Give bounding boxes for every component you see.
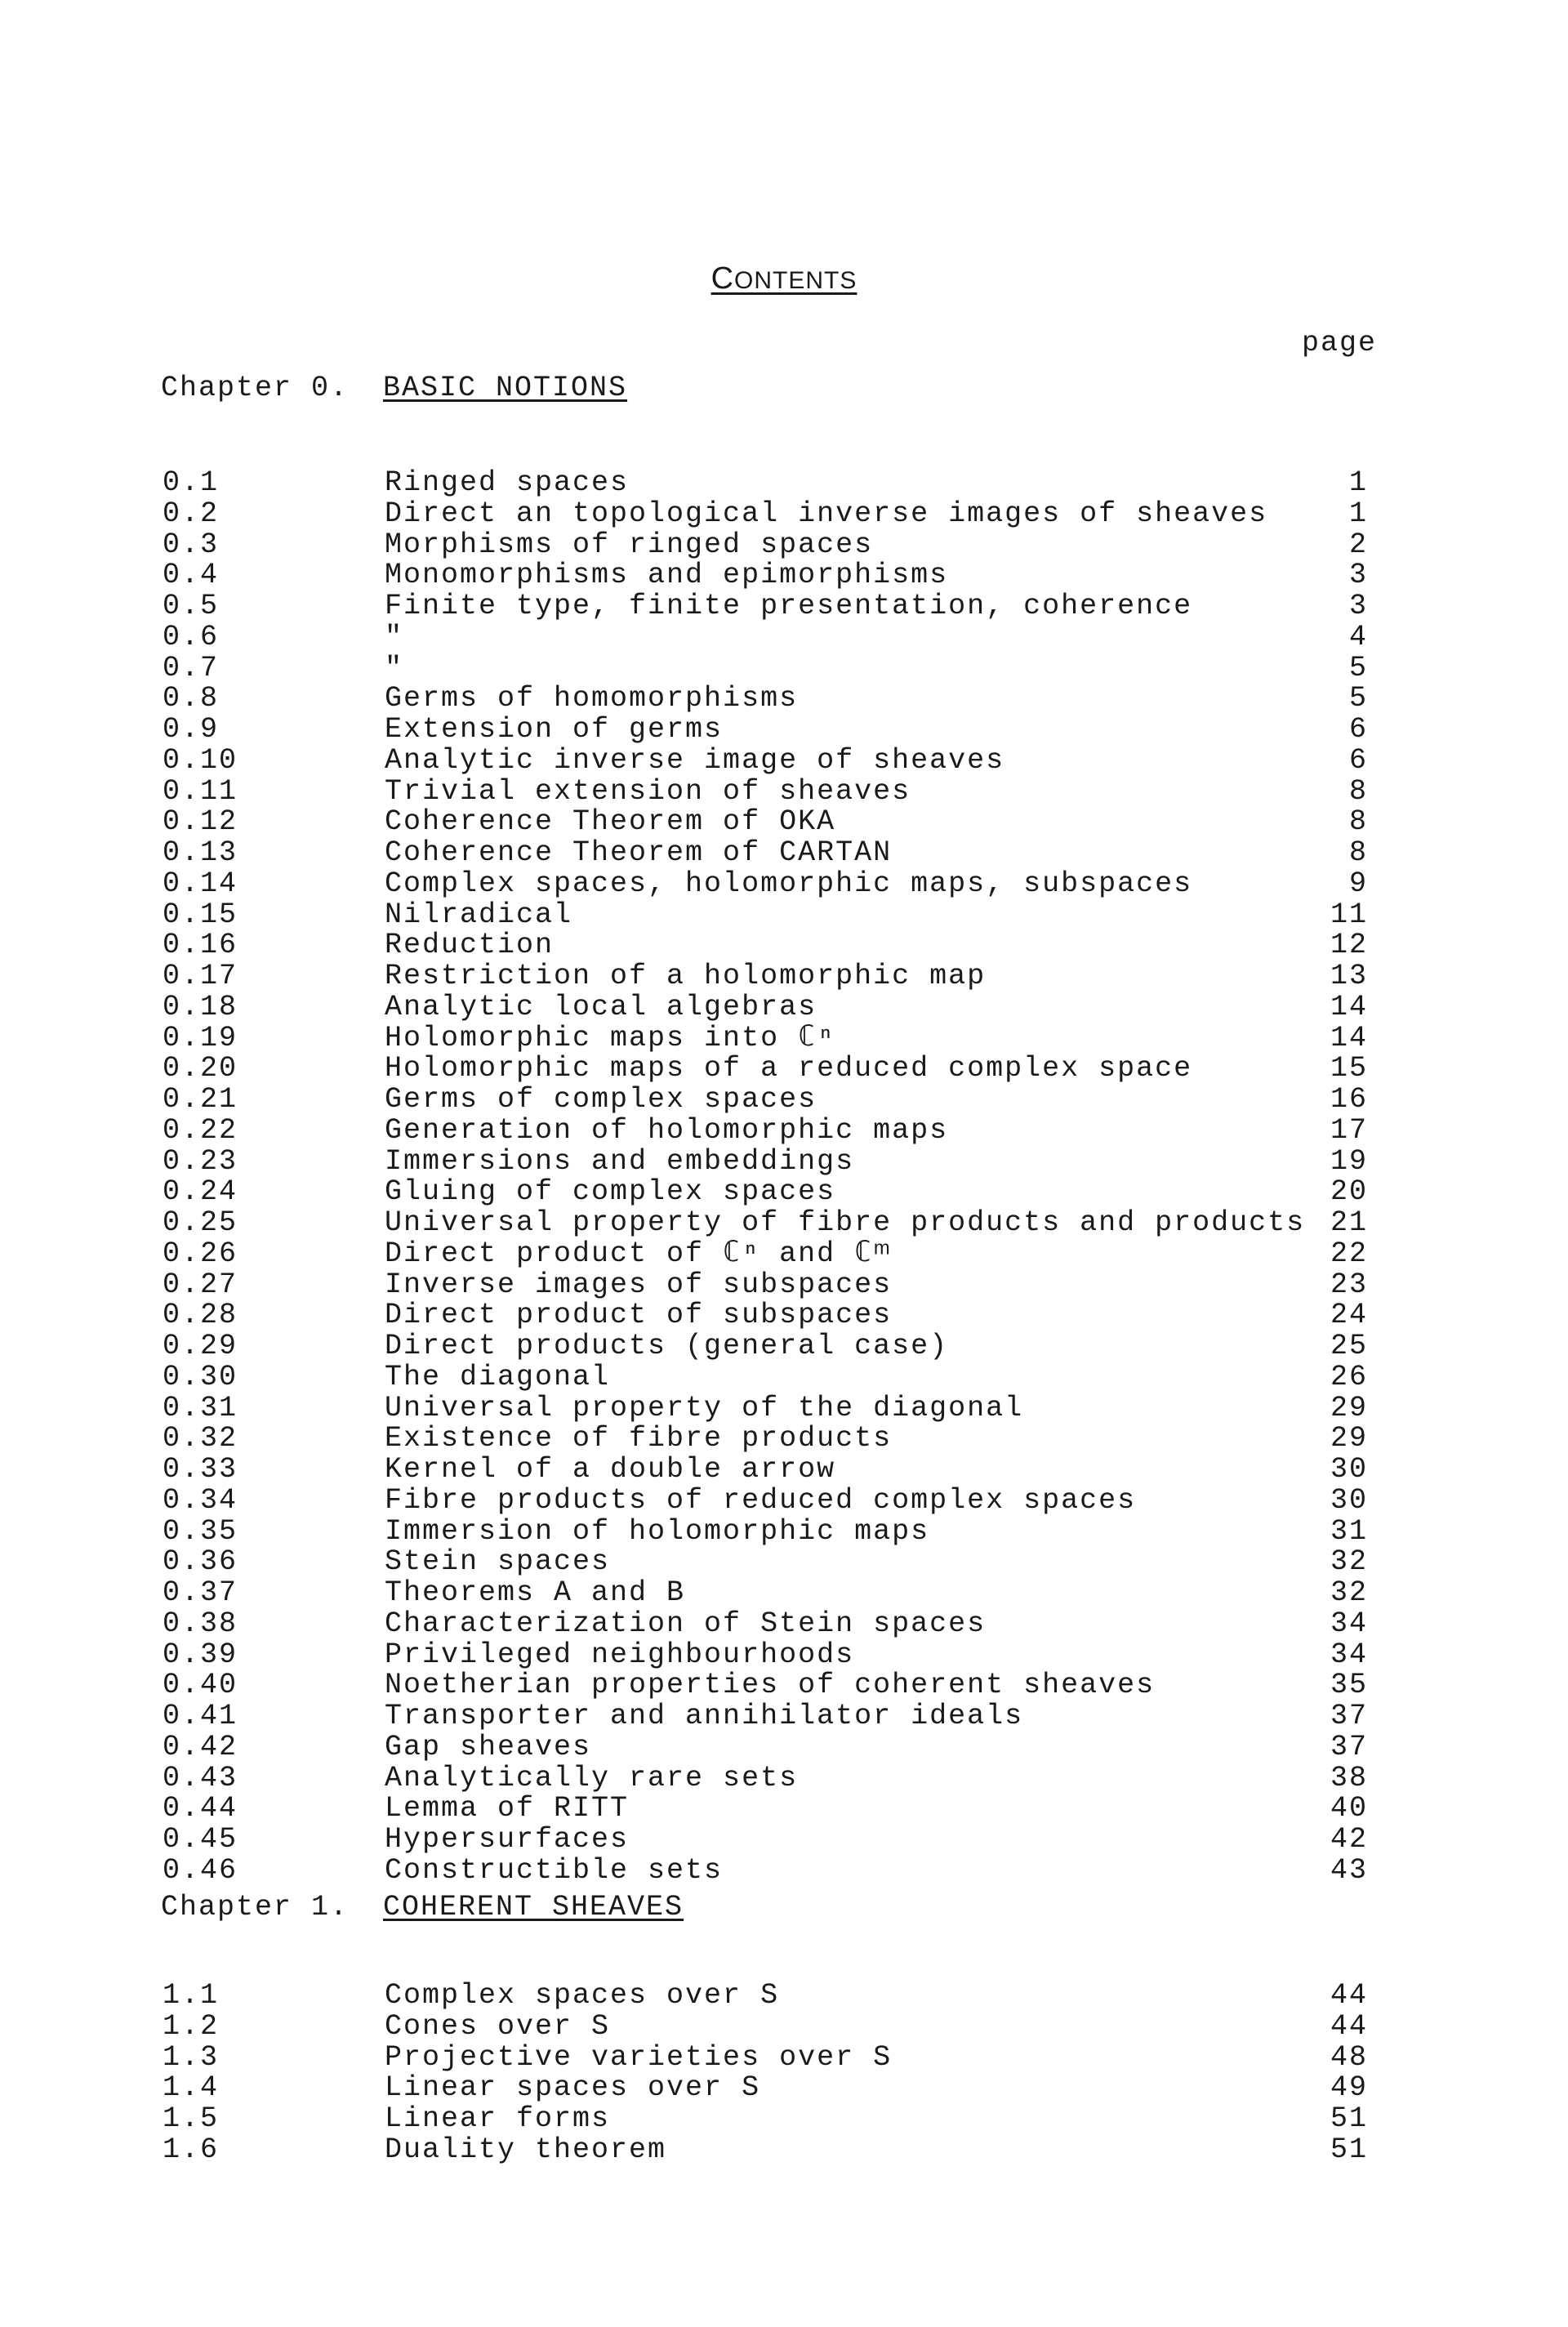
page-number: 29 [1330,1422,1368,1455]
section-number: 1.6 [163,2133,220,2166]
page-number: 20 [1330,1175,1368,1209]
section-number: 0.15 [163,898,238,931]
section-title: Theorems A and B [385,1576,686,1609]
section-title: Gluing of complex spaces [385,1175,836,1209]
toc-entry [0,743,1568,777]
section-number: 0.37 [163,1576,238,1609]
toc-entry [0,684,1568,715]
chapter-title: BASIC NOTIONS [383,372,628,404]
toc-entry [0,1393,1568,1424]
section-title: Noetherian properties of coherent sheaves [385,1669,1156,1702]
section-title: Linear spaces over S [385,2071,761,2105]
toc-entry [0,591,1568,622]
page-number: 2 [1348,528,1368,561]
toc-entry [0,530,1568,561]
toc-entry [0,1300,1568,1331]
page-number: 38 [1330,1761,1368,1794]
section-title: Analytic inverse image of sheaves [385,743,1005,777]
page-number: 37 [1330,1700,1368,1732]
section-number: 0.46 [163,1853,238,1887]
page-title [0,261,1568,296]
page-number: 43 [1330,1853,1368,1887]
page-number: 4 [1348,620,1368,653]
toc-entry [0,1825,1568,1856]
section-title: Linear forms [385,2102,611,2135]
section-number: 0.42 [163,1730,238,1763]
toc-entry [0,1981,1568,2012]
section-number: 0.22 [163,1113,238,1147]
section-title: Kernel of a double arrow [385,1453,836,1486]
page-number: 32 [1330,1545,1368,1579]
section-title: Reduction [385,929,555,962]
section-number: 0.34 [163,1483,238,1517]
section-title: Finite type, finite presentation, coherence [385,590,1193,622]
section-number: 1.1 [163,1979,220,2012]
page-number: 29 [1330,1391,1368,1424]
section-number: 0.3 [163,528,220,561]
section-title: Privileged neighbourhoods [385,1638,855,1671]
section-number: 0.43 [163,1761,238,1794]
toc-entry [0,1547,1568,1578]
section-title: Fibre products of reduced complex spaces [385,1483,1137,1517]
page-number: 21 [1330,1206,1368,1239]
toc-entry [0,1853,1568,1887]
page-number: 8 [1348,774,1368,808]
section-title: Germs of complex spaces [385,1083,817,1116]
page-number: 40 [1330,1792,1368,1825]
toc-entry [0,1514,1568,1548]
section-number: 0.1 [163,466,220,499]
chapter-1-section [0,1891,1568,2166]
section-title: Projective varieties over S [385,2040,893,2074]
section-title: Direct product of subspaces [385,1299,893,1332]
toc-entry [0,499,1568,530]
toc-entry [0,900,1568,931]
page-number: 8 [1348,805,1368,839]
page-number: 17 [1330,1113,1368,1147]
section-title: Lemma of RITT [385,1792,630,1825]
section-number: 0.30 [163,1360,238,1393]
chapter-label: Chapter 1. [161,1891,350,1924]
section-title: Characterization of Stein spaces [385,1607,987,1640]
section-title: Nilradical [385,898,573,931]
page-number: 22 [1330,1237,1368,1270]
chapter-title: COHERENT SHEAVES [383,1891,684,1924]
section-title: Complex spaces over S [385,1979,780,2012]
section-number: 0.16 [163,929,238,962]
section-number: 0.9 [163,713,220,746]
section-number: 0.19 [163,1021,238,1054]
section-number: 0.25 [163,1206,238,1239]
section-title: " [385,620,404,653]
section-title: Universal property of the diagonal [385,1391,1024,1424]
section-title: Hypersurfaces [385,1823,630,1856]
chapter-heading [0,1891,1568,1936]
chapter-label: Chapter 0. [161,372,350,404]
toc-entry [0,468,1568,499]
toc-entry [0,1239,1568,1270]
section-number: 0.39 [163,1638,238,1671]
toc-entry [0,1054,1568,1085]
section-title: Immersions and embeddings [385,1144,855,1178]
section-title: Existence of fibre products [385,1422,893,1455]
toc-entry [0,2040,1568,2074]
section-number: 0.20 [163,1052,238,1085]
section-number: 0.28 [163,1299,238,1332]
chapter-0-entries [0,468,1568,1887]
toc-entry [0,774,1568,808]
section-number: 0.45 [163,1823,238,1856]
page-number: 30 [1330,1453,1368,1486]
section-title: Duality theorem [385,2133,667,2166]
section-title: Stein spaces [385,1545,611,1579]
toc-entry [0,1362,1568,1393]
title-initial: C [710,261,735,296]
toc-entry [0,653,1568,684]
section-title: Coherence Theorem of OKA [385,805,836,839]
section-title: Universal property of fibre products and products [385,1206,1306,1239]
section-number: 1.5 [163,2102,220,2135]
section-number: 0.8 [163,682,220,715]
toc-entry [0,1455,1568,1486]
section-title: Ringed spaces [385,466,630,499]
section-number: 0.32 [163,1422,238,1455]
page-number: 49 [1330,2071,1368,2105]
toc-entry [0,2104,1568,2135]
toc-entry [0,1670,1568,1701]
page-number: 11 [1330,898,1368,931]
toc-entry [0,869,1568,900]
page-number: 5 [1348,682,1368,715]
section-title: Germs of homomorphisms [385,682,799,715]
section-title: Transporter and annihilator ideals [385,1700,1024,1732]
page-number: 24 [1330,1299,1368,1332]
toc-entry [0,838,1568,869]
page-number: 3 [1348,559,1368,592]
toc-entry [0,1208,1568,1239]
title-rest: ONTENTS [734,267,858,294]
section-number: 0.18 [163,990,238,1023]
toc-entry [0,1270,1568,1301]
page-number: 8 [1348,836,1368,869]
section-number: 0.21 [163,1083,238,1116]
section-number: 0.23 [163,1144,238,1178]
section-title: Monomorphisms and epimorphisms [385,559,949,592]
section-title: Restriction of a holomorphic map [385,960,987,992]
section-number: 0.33 [163,1453,238,1486]
page-number: 14 [1330,1021,1368,1054]
toc-entry [0,2073,1568,2104]
section-title: Direct an topological inverse images of sheaves [385,497,1268,530]
toc-entry [0,1640,1568,1671]
toc-entry [0,1732,1568,1763]
page-number: 34 [1330,1638,1368,1671]
page-number: 35 [1330,1669,1368,1702]
page-number: 13 [1330,960,1368,992]
page-number: 25 [1330,1330,1368,1362]
toc-entry [0,930,1568,961]
section-title: Immersion of holomorphic maps [385,1514,930,1548]
section-number: 1.4 [163,2071,220,2105]
page-number: 44 [1330,1979,1368,2012]
section-title: Coherence Theorem of CARTAN [385,836,893,869]
section-number: 0.17 [163,960,238,992]
toc-entry [0,560,1568,591]
toc-entry [0,715,1568,746]
page-number: 6 [1348,713,1368,746]
page-number: 5 [1348,651,1368,684]
toc-entry [0,1085,1568,1116]
section-number: 0.7 [163,651,220,684]
toc-entry [0,1424,1568,1455]
section-title: Complex spaces, holomorphic maps, subspaces [385,867,1193,900]
page-number: 42 [1330,1823,1368,1856]
page-number: 1 [1348,466,1368,499]
toc-entry [0,1177,1568,1208]
section-number: 0.35 [163,1514,238,1548]
section-title: Cones over S [385,2009,611,2043]
section-title: Direct products (general case) [385,1330,949,1362]
toc-entry [0,807,1568,838]
page-number: 26 [1330,1360,1368,1393]
page-number: 51 [1330,2133,1368,2166]
section-number: 0.36 [163,1545,238,1579]
toc-entry [0,1578,1568,1609]
page-number: 31 [1330,1514,1368,1548]
section-number: 0.10 [163,743,238,777]
page-number: 37 [1330,1730,1368,1763]
section-number: 1.2 [163,2009,220,2043]
section-title: " [385,651,404,684]
section-number: 0.26 [163,1237,238,1270]
section-title: Morphisms of ringed spaces [385,528,874,561]
toc-entry [0,992,1568,1023]
section-number: 0.14 [163,867,238,900]
page-number: 23 [1330,1268,1368,1301]
section-number: 1.3 [163,2040,220,2074]
section-number: 0.40 [163,1669,238,1702]
toc-entry [0,1023,1568,1054]
section-title: Holomorphic maps into ℂⁿ [385,1021,836,1054]
section-number: 0.6 [163,620,220,653]
section-number: 0.41 [163,1700,238,1732]
chapter-0-section [0,372,1568,1887]
section-number: 0.13 [163,836,238,869]
toc-entry [0,2135,1568,2166]
page-number: 16 [1330,1083,1368,1116]
toc-entry [0,622,1568,653]
section-number: 0.31 [163,1391,238,1424]
toc-entry [0,1794,1568,1825]
section-title: Analytically rare sets [385,1761,799,1794]
section-title: Extension of germs [385,713,724,746]
section-title: Gap sheaves [385,1730,592,1763]
toc-entry [0,1763,1568,1794]
section-title: The diagonal [385,1360,611,1393]
page-number: 14 [1330,990,1368,1023]
page-number: 30 [1330,1483,1368,1517]
section-title: Holomorphic maps of a reduced complex space [385,1052,1193,1085]
chapter-heading [0,372,1568,417]
section-title: Trivial extension of sheaves [385,774,911,808]
page-number: 1 [1348,497,1368,530]
page-number: 34 [1330,1607,1368,1640]
toc-entry [0,1331,1568,1362]
section-title: Generation of holomorphic maps [385,1113,949,1147]
toc-entry [0,1113,1568,1147]
section-number: 0.11 [163,774,238,808]
section-title: Analytic local algebras [385,990,817,1023]
section-number: 0.4 [163,559,220,592]
page-column-label: page [1302,327,1378,359]
page-number: 44 [1330,2009,1368,2043]
toc-entry [0,961,1568,992]
section-number: 0.29 [163,1330,238,1362]
section-number: 0.44 [163,1792,238,1825]
page-number: 12 [1330,929,1368,962]
page-number: 51 [1330,2102,1368,2135]
toc-entry [0,1144,1568,1178]
chapter-1-entries [0,1981,1568,2166]
section-title: Inverse images of subspaces [385,1268,893,1301]
section-number: 0.27 [163,1268,238,1301]
toc-entry [0,2009,1568,2043]
page-number: 6 [1348,743,1368,777]
page-number: 19 [1330,1144,1368,1178]
toc-entry [0,1609,1568,1640]
page-number: 9 [1348,867,1368,900]
page-number: 32 [1330,1576,1368,1609]
page-number: 15 [1330,1052,1368,1085]
section-number: 0.2 [163,497,220,530]
section-number: 0.38 [163,1607,238,1640]
page-number: 3 [1348,590,1368,622]
section-number: 0.12 [163,805,238,839]
toc-entry [0,1483,1568,1517]
section-number: 0.24 [163,1175,238,1209]
section-title: Direct product of ℂⁿ and ℂᵐ [385,1237,893,1270]
page-number: 48 [1330,2040,1368,2074]
toc-entry [0,1701,1568,1732]
section-number: 0.5 [163,590,220,622]
section-title: Constructible sets [385,1853,724,1887]
